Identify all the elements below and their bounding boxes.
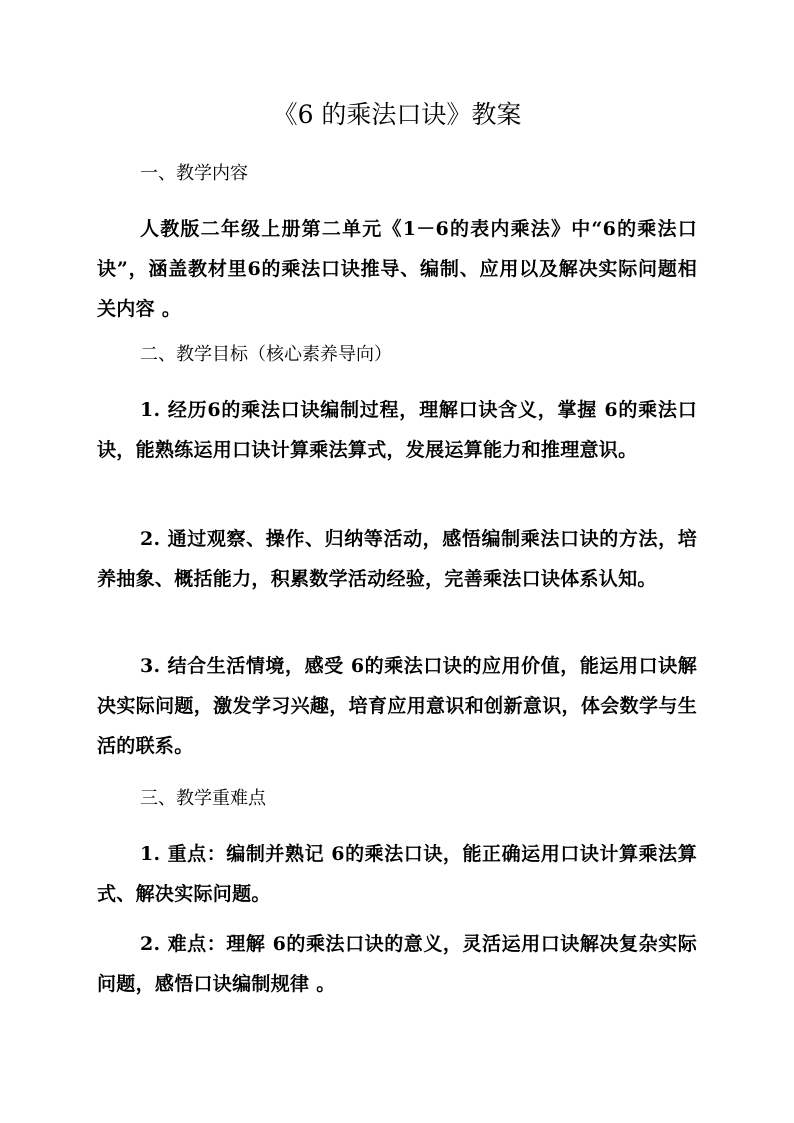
- section-heading-content: 一、教学内容: [140, 163, 248, 184]
- paragraph-objective-1: 1. 经历6的乘法口诀编制过程，理解口诀含义，掌握 6的乘法口诀，能熟练运用口诀计算乘法算式，发展运算能力和推理意识。: [97, 399, 697, 461]
- paragraph-objective-3: 3. 结合生活情境，感受 6的乘法口诀的应用价值，能运用口诀解决实际问题，激发学习兴趣，培育应用意识和创新意识，体会数学与生活的联系。: [97, 655, 697, 757]
- paragraph-objective-2: 2. 通过观察、操作、归纳等活动，感悟编制乘法口诀的方法，培养抽象、概括能力，积累数学活动经验，完善乘法口诀体系认知。: [97, 528, 697, 590]
- section-heading-objectives: 二、教学目标（核心素养导向）: [140, 344, 392, 365]
- document-title: 《6 的乘法口诀》教案: [272, 100, 522, 129]
- paragraph-content: 人教版二年级上册第二单元《1－6的表内乘法》中“6的乘法口诀”，涵盖教材里6的乘法口诀推导、编制、应用以及解决实际问题相关内容 。: [97, 218, 697, 320]
- paragraph-key-point: 1. 重点：编制并熟记 6的乘法口诀，能正确运用口诀计算乘法算式、解决实际问题。: [97, 843, 697, 905]
- paragraph-difficulty: 2. 难点：理解 6的乘法口诀的意义，灵活运用口诀解决复杂实际问题，感悟口诀编制规律 。: [97, 933, 697, 995]
- section-heading-key-points: 三、教学重难点: [140, 788, 266, 809]
